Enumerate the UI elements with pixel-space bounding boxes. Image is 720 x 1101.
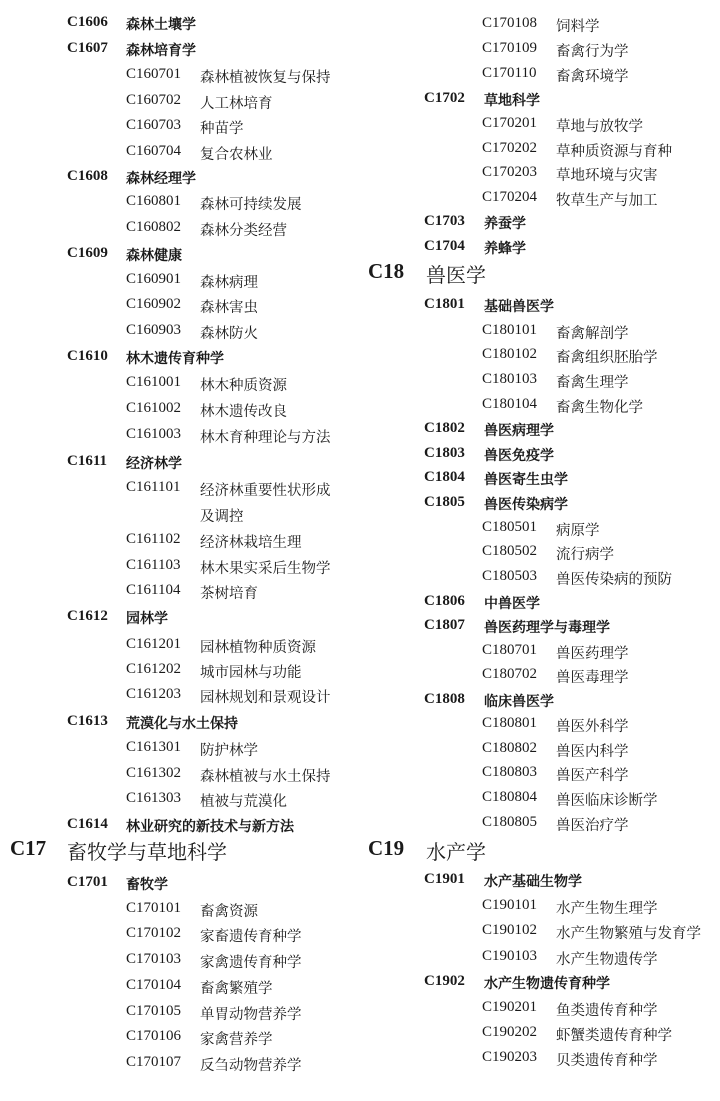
subject-entry xyxy=(0,296,360,318)
subject-code: C161202 xyxy=(126,661,182,677)
subject-name: 兽医治疗学 xyxy=(556,818,629,834)
subject-name: 牧草生产与加工 xyxy=(556,193,658,209)
subject-code: C180503 xyxy=(482,568,538,584)
subject-name: 森林土壤学 xyxy=(126,17,196,33)
subject-name: 园林植物种质资源 xyxy=(200,640,316,656)
subject-entry xyxy=(0,66,360,88)
subject-entry xyxy=(360,789,720,811)
subject-code: C1805 xyxy=(424,494,465,510)
subject-name: 兽医临床诊断学 xyxy=(556,793,658,809)
subject-code: C161302 xyxy=(126,765,182,781)
subject-code: C161001 xyxy=(126,374,182,390)
subject-entry xyxy=(0,143,360,165)
subject-code: C1802 xyxy=(424,420,465,436)
subject-entry xyxy=(0,765,360,787)
subject-name: 草种质资源与育种 xyxy=(556,144,672,160)
subject-name: 林业研究的新技术与新方法 xyxy=(126,819,294,835)
subject-name: 虾蟹类遗传育种学 xyxy=(556,1028,672,1044)
subject-entry xyxy=(360,115,720,137)
subject-name: 临床兽医学 xyxy=(484,694,554,710)
subject-name: 畜禽组织胚胎学 xyxy=(556,350,658,366)
subject-entry xyxy=(360,922,720,944)
subject-name: 流行病学 xyxy=(556,547,614,563)
subject-code: C161101 xyxy=(126,479,181,495)
subject-name: 林木遗传改良 xyxy=(200,404,287,420)
subject-code: C180104 xyxy=(482,396,538,412)
subject-name: 兽医传染病的预防 xyxy=(556,572,672,588)
subject-code: C180805 xyxy=(482,814,538,830)
subject-name: 经济林栽培生理 xyxy=(200,535,302,551)
subject-entry xyxy=(360,65,720,87)
subject-code: C1901 xyxy=(424,871,465,887)
subject-name: 水产生物遗传学 xyxy=(556,952,658,968)
subject-entry xyxy=(0,790,360,812)
subject-code: C170104 xyxy=(126,977,182,993)
subject-code: C160802 xyxy=(126,219,182,235)
subject-heading xyxy=(0,453,360,475)
subject-code: C180701 xyxy=(482,642,538,658)
subject-name: 森林害虫 xyxy=(200,300,258,316)
subject-entry xyxy=(360,1024,720,1046)
subject-entry xyxy=(0,219,360,241)
subject-name: 兽医免疫学 xyxy=(484,448,554,464)
subject-name: 病原学 xyxy=(556,523,600,539)
subject-name: 兽医传染病学 xyxy=(484,497,568,513)
subject-name: 森林防火 xyxy=(200,326,258,342)
subject-entry xyxy=(360,40,720,62)
subject-entry xyxy=(0,400,360,422)
subject-name: 森林病理 xyxy=(200,275,258,291)
subject-code: C1804 xyxy=(424,469,465,485)
subject-name: 林木种质资源 xyxy=(200,378,287,394)
subject-code: C160903 xyxy=(126,322,182,338)
subject-name: 畜禽资源 xyxy=(200,904,258,920)
subject-code: C170203 xyxy=(482,164,538,180)
subject-name: 畜牧学与草地科学 xyxy=(67,840,227,864)
subject-code: C1902 xyxy=(424,973,465,989)
subject-name: 林木遗传育种学 xyxy=(126,351,224,367)
subject-heading xyxy=(0,168,360,190)
subject-name: 畜禽生物化学 xyxy=(556,400,643,416)
subject-code: C161103 xyxy=(126,557,181,573)
subject-code: C1806 xyxy=(424,593,465,609)
subject-code: C161003 xyxy=(126,426,182,442)
subject-name: 森林分类经营 xyxy=(200,223,287,239)
subject-name: 畜禽行为学 xyxy=(556,44,629,60)
subject-name: 兽医寄生虫学 xyxy=(484,472,568,488)
subject-entry xyxy=(0,374,360,396)
subject-name-continuation: 及调控 xyxy=(200,509,244,525)
subject-code: C170107 xyxy=(126,1054,182,1070)
subject-heading xyxy=(360,871,720,893)
subject-entry xyxy=(0,1003,360,1025)
subject-heading xyxy=(0,874,360,896)
subject-heading xyxy=(360,469,720,491)
subject-code: C1614 xyxy=(67,816,108,832)
subject-entry xyxy=(360,814,720,836)
subject-code: C1701 xyxy=(67,874,108,890)
subject-code: C1704 xyxy=(424,238,465,254)
subject-entry xyxy=(0,117,360,139)
subject-entry xyxy=(360,164,720,186)
subject-name: 复合农林业 xyxy=(200,147,273,163)
subject-entry xyxy=(360,568,720,590)
subject-code: C180502 xyxy=(482,543,538,559)
subject-entry xyxy=(360,666,720,688)
subject-code: C170103 xyxy=(126,951,182,967)
subject-heading xyxy=(0,40,360,62)
subject-name: 森林经理学 xyxy=(126,171,196,187)
subject-entry xyxy=(360,140,720,162)
subject-code: C1610 xyxy=(67,348,108,364)
subject-code: C190101 xyxy=(482,897,538,913)
subject-name: 单胃动物营养学 xyxy=(200,1007,302,1023)
subject-entry xyxy=(0,686,360,708)
subject-entry xyxy=(360,189,720,211)
subject-name: 经济林学 xyxy=(126,456,182,472)
subject-code: C170102 xyxy=(126,925,182,941)
subject-entry xyxy=(360,15,720,37)
subject-name: 草地与放牧学 xyxy=(556,119,643,135)
subject-entry xyxy=(360,897,720,919)
subject-name: 水产基础生物学 xyxy=(484,874,582,890)
subject-code: C180501 xyxy=(482,519,538,535)
subject-code: C180103 xyxy=(482,371,538,387)
subject-code: C161301 xyxy=(126,739,182,755)
subject-name: 畜禽生理学 xyxy=(556,375,629,391)
subject-entry xyxy=(360,642,720,664)
subject-entry xyxy=(0,925,360,947)
subject-entry xyxy=(360,948,720,970)
subject-entry xyxy=(0,739,360,761)
subject-entry xyxy=(360,322,720,344)
section-heading xyxy=(360,836,720,864)
subject-code: C1801 xyxy=(424,296,465,312)
subject-name: 基础兽医学 xyxy=(484,299,554,315)
subject-name: 兽医产科学 xyxy=(556,768,629,784)
subject-name: 园林规划和景观设计 xyxy=(200,690,331,706)
subject-entry xyxy=(360,396,720,418)
subject-code: C160801 xyxy=(126,193,182,209)
subject-code: C170109 xyxy=(482,40,538,56)
subject-entry xyxy=(0,1054,360,1076)
subject-code: C160902 xyxy=(126,296,182,312)
subject-name: 森林可持续发展 xyxy=(200,197,302,213)
subject-code: C190201 xyxy=(482,999,538,1015)
subject-code: C1606 xyxy=(67,14,108,30)
subject-entry xyxy=(360,519,720,541)
subject-name: 贝类遗传育种学 xyxy=(556,1053,658,1069)
subject-heading xyxy=(360,593,720,615)
subject-name: 兽医病理学 xyxy=(484,423,554,439)
subject-code: C1703 xyxy=(424,213,465,229)
subject-code: C17 xyxy=(10,836,47,860)
subject-entry xyxy=(0,557,360,579)
subject-name: 兽医外科学 xyxy=(556,719,629,735)
subject-name: 畜禽繁殖学 xyxy=(200,981,273,997)
subject-entry xyxy=(0,582,360,604)
subject-name: 城市园林与功能 xyxy=(200,665,302,681)
subject-code: C170101 xyxy=(126,900,182,916)
subject-name: 植被与荒漠化 xyxy=(200,794,287,810)
subject-code: C160702 xyxy=(126,92,182,108)
subject-code: C180803 xyxy=(482,764,538,780)
subject-name: 水产生物遗传育种学 xyxy=(484,976,610,992)
subject-name: 种苗学 xyxy=(200,121,244,137)
subject-entry xyxy=(360,346,720,368)
subject-entry xyxy=(0,951,360,973)
subject-code: C160901 xyxy=(126,271,182,287)
subject-entry xyxy=(360,999,720,1021)
subject-name: 兽医毒理学 xyxy=(556,670,629,686)
subject-heading xyxy=(360,420,720,442)
subject-heading xyxy=(360,90,720,112)
subject-code: C170201 xyxy=(482,115,538,131)
subject-heading xyxy=(360,296,720,318)
subject-entry xyxy=(360,371,720,393)
subject-name: 鱼类遗传育种学 xyxy=(556,1003,658,1019)
subject-code: C161104 xyxy=(126,582,181,598)
subject-entry xyxy=(0,193,360,215)
subject-name: 家禽遗传育种学 xyxy=(200,955,302,971)
subject-name: 经济林重要性状形成 xyxy=(200,483,331,499)
subject-entry xyxy=(0,322,360,344)
subject-name: 养蚕学 xyxy=(484,216,526,232)
subject-code: C170204 xyxy=(482,189,538,205)
subject-name: 森林健康 xyxy=(126,248,182,264)
subject-code: C1608 xyxy=(67,168,108,184)
subject-code: C180702 xyxy=(482,666,538,682)
subject-code: C161203 xyxy=(126,686,182,702)
subject-code: C170108 xyxy=(482,15,538,31)
subject-code: C1702 xyxy=(424,90,465,106)
subject-name: 反刍动物营养学 xyxy=(200,1058,302,1074)
subject-code: C161102 xyxy=(126,531,181,547)
subject-name: 森林植被恢复与保持 xyxy=(200,70,331,86)
subject-name: 森林植被与水土保持 xyxy=(200,769,331,785)
subject-entry xyxy=(0,92,360,114)
subject-name: 养蜂学 xyxy=(484,241,526,257)
subject-name: 森林培育学 xyxy=(126,43,196,59)
subject-heading xyxy=(360,238,720,260)
subject-code: C1808 xyxy=(424,691,465,707)
subject-entry xyxy=(0,900,360,922)
subject-heading xyxy=(0,816,360,838)
subject-name: 水产生物生理学 xyxy=(556,901,658,917)
subject-code: C190102 xyxy=(482,922,538,938)
subject-name: 草地环境与灾害 xyxy=(556,168,658,184)
subject-heading xyxy=(360,213,720,235)
subject-entry xyxy=(0,426,360,448)
subject-heading xyxy=(360,494,720,516)
subject-name: 兽医学 xyxy=(426,263,486,287)
subject-name: 饲料学 xyxy=(556,19,600,35)
subject-entry xyxy=(0,1028,360,1050)
subject-name: 畜禽环境学 xyxy=(556,69,629,85)
subject-code: C160701 xyxy=(126,66,182,82)
subject-heading xyxy=(0,348,360,370)
subject-code: C170106 xyxy=(126,1028,182,1044)
subject-entry xyxy=(0,479,360,501)
subject-heading xyxy=(360,691,720,713)
section-heading xyxy=(0,836,360,864)
subject-heading xyxy=(0,713,360,735)
subject-heading xyxy=(360,445,720,467)
subject-name: 兽医内科学 xyxy=(556,744,629,760)
subject-name: 畜牧学 xyxy=(126,877,168,893)
subject-name: 荒漠化与水土保持 xyxy=(126,716,238,732)
subject-code: C190202 xyxy=(482,1024,538,1040)
subject-entry xyxy=(0,271,360,293)
subject-code: C170105 xyxy=(126,1003,182,1019)
subject-name: 林木果实采后生物学 xyxy=(200,561,331,577)
subject-code: C19 xyxy=(368,836,405,860)
subject-heading xyxy=(0,14,360,36)
subject-entry xyxy=(360,1049,720,1071)
subject-name: 林木育种理论与方法 xyxy=(200,430,331,446)
subject-name: 草地科学 xyxy=(484,93,540,109)
subject-code: C161201 xyxy=(126,636,182,652)
subject-entry xyxy=(360,543,720,565)
subject-heading xyxy=(0,245,360,267)
subject-code: C170202 xyxy=(482,140,538,156)
subject-name: 人工林培育 xyxy=(200,96,273,112)
subject-code: C180804 xyxy=(482,789,538,805)
subject-code: C1612 xyxy=(67,608,108,624)
subject-code: C180101 xyxy=(482,322,538,338)
subject-code: C170110 xyxy=(482,65,537,81)
subject-code: C1807 xyxy=(424,617,465,633)
subject-name: 防护林学 xyxy=(200,743,258,759)
subject-code: C1609 xyxy=(67,245,108,261)
subject-code: C180802 xyxy=(482,740,538,756)
subject-code: C1611 xyxy=(67,453,108,469)
subject-name: 畜禽解剖学 xyxy=(556,326,629,342)
subject-entry xyxy=(0,636,360,658)
subject-code: C18 xyxy=(368,259,405,283)
subject-code: C1607 xyxy=(67,40,108,56)
subject-code: C160703 xyxy=(126,117,182,133)
subject-heading xyxy=(0,608,360,630)
subject-entry xyxy=(360,740,720,762)
subject-heading xyxy=(360,973,720,995)
subject-name: 兽医药理学 xyxy=(556,646,629,662)
subject-code: C190203 xyxy=(482,1049,538,1065)
subject-name: 水产学 xyxy=(426,840,486,864)
subject-name: 家禽营养学 xyxy=(200,1032,273,1048)
subject-code: C180102 xyxy=(482,346,538,362)
subject-heading xyxy=(360,617,720,639)
subject-code: C1803 xyxy=(424,445,465,461)
subject-code: C161303 xyxy=(126,790,182,806)
subject-name: 茶树培育 xyxy=(200,586,258,602)
subject-entry xyxy=(0,661,360,683)
subject-entry xyxy=(360,715,720,737)
section-heading xyxy=(360,259,720,287)
subject-entry xyxy=(360,764,720,786)
subject-entry xyxy=(0,977,360,999)
subject-name: 水产生物繁殖与发育学 xyxy=(556,926,701,942)
subject-name: 兽医药理学与毒理学 xyxy=(484,620,610,636)
subject-code: C190103 xyxy=(482,948,538,964)
subject-code: C161002 xyxy=(126,400,182,416)
subject-name: 园林学 xyxy=(126,611,168,627)
subject-code: C180801 xyxy=(482,715,538,731)
subject-entry xyxy=(0,531,360,553)
subject-name: 中兽医学 xyxy=(484,596,540,612)
subject-code: C1613 xyxy=(67,713,108,729)
subject-name: 家畜遗传育种学 xyxy=(200,929,302,945)
subject-code: C160704 xyxy=(126,143,182,159)
